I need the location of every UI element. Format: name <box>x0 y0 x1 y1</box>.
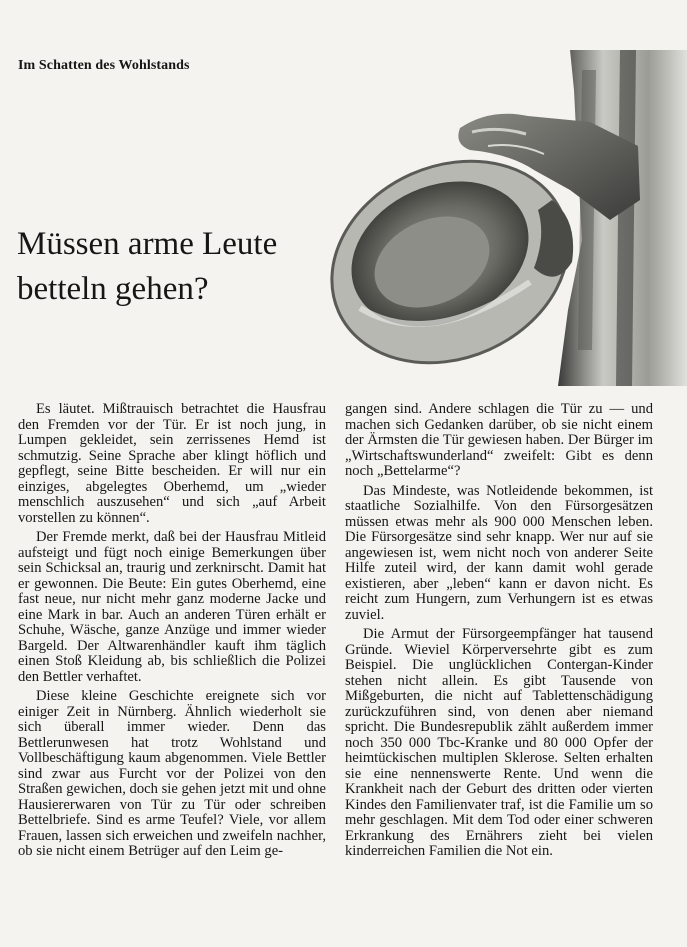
paragraph-continuation: gangen sind. Andere schlagen die Tür zu — und machen sich Gedanken darüber, ob sie nicht einem der Ärmsten die Tür gewiesen haben. Der Bürger im „Wirtschaftswunderland“ zweifelt: Gibt es denn noch „Bettelarme“? <box>345 401 653 479</box>
left-column <box>18 402 326 864</box>
hand-holding-hat-photo <box>320 50 687 386</box>
headline-line-2: betteln gehen? <box>17 271 209 308</box>
right-column <box>345 402 653 864</box>
paragraph: Es läutet. Mißtrauisch betrachtet die Hausfrau den Fremden vor der Tür. Er ist noch jung, in Lumpen gekleidet, sein zerrissenes Hemd ist schmutzig. Seine Sprache aber klingt höflich und gepflegt, seine Bitte bescheiden. Er will nur ein einziges, abgelegtes Oberhemd, um „wieder menschlich auszusehen“ und sich „auf Arbeit vorstellen zu können“. <box>18 401 326 526</box>
paragraph: Diese kleine Geschichte ereignete sich vor einiger Zeit in Nürnberg. Ähnlich wiederholt sie sich überall immer wieder. Denn das Bettlerunwesen hat trotz Wohlstand und Vollbeschäftigung kaum abgenommen. Viele Bettler sind zwar aus Furcht vor der Polizei von den Straßen gewichen, doch sie gehen jetzt mit und ohne Hausiererwaren von Tür zu Tür oder schreiben Bettelbriefe. Sind es arme Teufel? Viele, vor allem Frauen, lassen sich erweichen und zweifeln nachher, ob sie nicht einem Betrüger auf den Leim ge- <box>18 688 326 859</box>
paragraph: Die Armut der Fürsorgeempfänger hat tausend Gründe. Wieviel Körperversehrte gibt es zum Beispiel. Die unglücklichen Contergan-Kinder stehen nicht allein. Es gibt Tausende von Mißgeburten, die nicht auf Tablettenschädigung zurückzuführen sind, von denen aber niemand spricht. Die Bundesrepublik zählt außerdem immer noch 350 000 Tbc-Kranke und 80 000 Opfer der heimtückischen multiplen Sklerose. Selten erhalten sie eine nennenswerte Rente. Und wenn die Krankheit nach der Geburt des dritten oder vierten Kindes den Familienvater traf, ist die Familie um so mehr geschlagen. Mit dem Tod oder einer schweren Erkrankung des Ernährers zieht bei vielen kinderreichen Familien die Not ein. <box>345 626 653 859</box>
headline <box>17 222 337 312</box>
kicker: Im Schatten des Wohlstands <box>18 58 190 73</box>
paragraph: Der Fremde merkt, daß bei der Hausfrau Mitleid aufsteigt und fügt noch einige Bemerkungen über sein Schicksal an, traurig und zerknirscht. Damit hat er gewonnen. Die Beute: Ein gutes Oberhemd, eine fast neue, nur nicht mehr ganz moderne Jacke und eine Mark in bar. Auch an anderen Türen erhält er Schuhe, Wäsche, ganze Anzüge und immer wieder Bargeld. Der Altwarenhändler kauft ihm täglich einen Stoß Kleidung ab, bis schließlich die Polizei den Bettler verhaftet. <box>18 529 326 685</box>
paragraph: Das Mindeste, was Notleidende bekommen, ist staatliche Sozialhilfe. Von den Fürsorgesätzen müssen etwas mehr als 900 000 Menschen leben. Die Fürsorgesätze sind sehr knapp. Wer nur auf sie angewiesen ist, wem nicht noch von anderer Seite Hilfe zuteil wird, der kann damit wohl gerade existieren, aber „leben“ kann er davon nicht. Es reicht zum Hungern, zum Verhungern ist es etwas zuviel. <box>345 482 653 623</box>
headline-line-1: Müssen arme Leute <box>17 226 278 263</box>
